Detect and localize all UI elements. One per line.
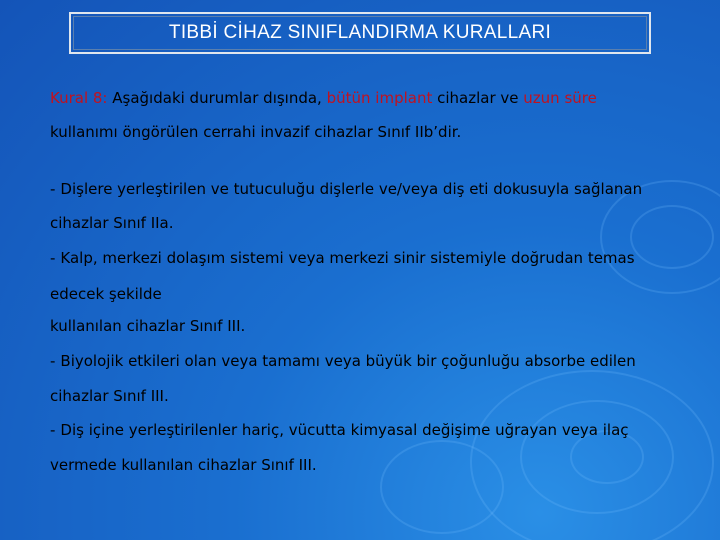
rule-text-part1: Aşağıdaki durumlar dışında, [107, 89, 327, 107]
rule-highlight-implant: bütün implant [326, 89, 433, 107]
title-box [69, 12, 651, 54]
ripple-decoration [470, 370, 714, 540]
exception-2-line-1 [50, 250, 635, 267]
bullet-dash: - [50, 180, 56, 198]
exception-4-line-1 [50, 422, 629, 439]
exception-2-line-3: kullanılan cihazlar Sınıf III. [50, 317, 246, 335]
exception-2-line-2: edecek şekilde [50, 285, 162, 303]
ripple-decoration [380, 440, 504, 534]
exception-4-line-2: vermede kullanılan cihazlar Sınıf III. [50, 456, 317, 474]
rule-line-1 [50, 90, 597, 107]
ripple-decoration [520, 400, 674, 514]
ripple-decoration [630, 205, 714, 269]
exception-1-line-2: cihazlar Sınıf IIa. [50, 214, 174, 232]
rule-line-2: kullanımı öngörülen cerrahi invazif cihazlar Sınıf IIb’dir. [50, 123, 462, 141]
exception-text: Biyolojik etkileri olan veya tamamı veya büyük bir çoğunluğu absorbe edilen [60, 352, 636, 370]
exception-text: Dişlere yerleştirilen ve tutuculuğu dişlerle ve/veya diş eti dokusuyla sağlanan [60, 180, 643, 198]
rule-highlight-duration: uzun süre [523, 89, 597, 107]
exception-text: Diş içine yerleştirilenler hariç, vücutta kimyasal değişime uğrayan veya ilaç [60, 421, 629, 439]
exception-1-line-1 [50, 181, 642, 198]
exception-3-line-1 [50, 353, 636, 370]
exception-3-line-2: cihazlar Sınıf III. [50, 387, 169, 405]
rule-text-part2: cihazlar ve [432, 89, 524, 107]
exception-text: Kalp, merkezi dolaşım sistemi veya merkezi sinir sistemiyle doğrudan temas [60, 249, 635, 267]
bullet-dash: - [50, 352, 56, 370]
page-title: TIBBİ CİHAZ SINIFLANDIRMA KURALLARI [168, 22, 552, 43]
bullet-dash: - [50, 421, 56, 439]
rule-label: Kural 8: [50, 89, 108, 107]
bullet-dash: - [50, 249, 56, 267]
